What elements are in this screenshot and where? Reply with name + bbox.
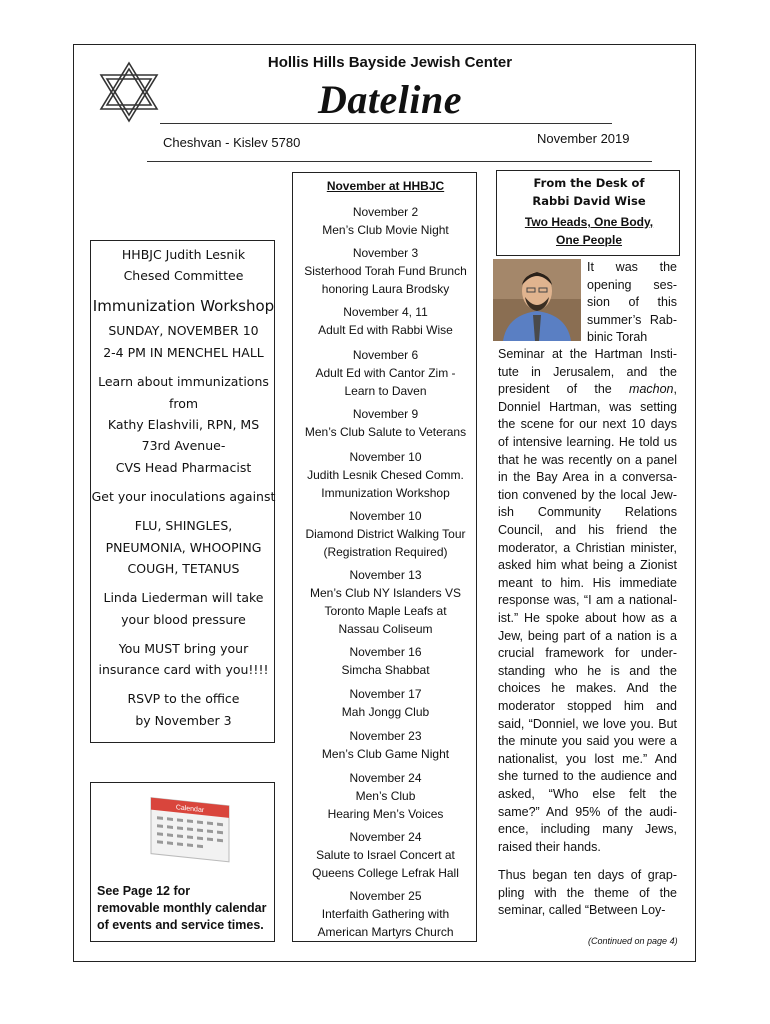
committee-line: FLU, SHINGLES, <box>134 518 233 533</box>
committee-line: insurance card with you!!!! <box>98 662 269 677</box>
event-line: Salute to Israel Concert at <box>316 848 455 862</box>
committee-line: your blood pressure <box>121 612 246 627</box>
article-line: that he was recently on a panel <box>498 452 677 467</box>
calendar-label: Calendar <box>175 804 205 815</box>
article-line: choices he makes. And the <box>498 681 677 696</box>
event-line: Learn to Daven <box>344 384 427 398</box>
event-line: November 16 <box>349 645 422 659</box>
event-line: Simcha Shabbat <box>341 663 430 677</box>
article-line: summer’s Rab- <box>587 312 677 327</box>
article-line: nationalist, you lost me.” And <box>498 751 677 766</box>
committee-line: Chesed Committee <box>123 268 244 283</box>
event-line: November 17 <box>349 687 422 701</box>
event-line: November 2 <box>352 205 419 219</box>
article-line: ist.” He spoke about how as a <box>498 611 677 625</box>
rabbi-name: Rabbi David Wise <box>532 194 646 208</box>
event-line: Interfaith Gathering with <box>321 907 450 921</box>
calendar-note-line: of events and service times. <box>97 918 264 932</box>
events-title: November at HHBJC <box>326 179 445 193</box>
calendar-icon <box>145 793 237 863</box>
committee-line: SUNDAY, NOVEMBER 10 <box>108 323 259 338</box>
article-line: It was the <box>587 260 677 274</box>
event-line: November 23 <box>349 729 422 743</box>
event-line: Hearing Men’s Voices <box>327 807 444 821</box>
article-line: tion convened by the local Jew- <box>498 487 677 502</box>
continued-note: (Continued on page 4) <box>588 936 678 946</box>
article-line: Jew, being part of a nation is a <box>498 628 677 643</box>
events-box <box>292 172 477 942</box>
article-line: opening ses- <box>587 277 677 292</box>
committee-line: Linda Liederman will take <box>103 590 264 605</box>
event-line: November 6 <box>352 348 419 362</box>
event-line: November 9 <box>352 407 419 421</box>
committee-line: Learn about immunizations <box>98 374 269 389</box>
article-line: meant to him. His immediate <box>498 575 677 590</box>
article-line: Council, and his friend the <box>498 523 677 537</box>
event-line: Men’s Club Game Night <box>321 747 450 761</box>
committee-line: by November 3 <box>135 713 232 728</box>
article-line: ence, including many Jews, <box>498 822 677 837</box>
article-line: standing who he is and the <box>498 663 677 678</box>
rabbi-column-header <box>496 170 680 256</box>
committee-line: CVS Head Pharmacist <box>115 460 252 475</box>
event-line: November 3 <box>352 246 419 260</box>
article-line: asked him what being a Zionist <box>498 558 677 573</box>
event-line: Adult Ed with Cantor Zim - <box>315 366 456 380</box>
article-title: Two Heads, One Body, <box>524 215 654 229</box>
hebrew-date: Cheshvan - Kislev 5780 <box>163 135 301 150</box>
event-line: (Registration Required) <box>323 545 448 559</box>
committee-line: PNEUMONIA, WHOOPING <box>105 540 262 555</box>
article-line: she turned to the audience and <box>498 769 677 784</box>
event-line: Diamond District Walking Tour <box>305 527 466 541</box>
event-line: November 25 <box>349 889 422 903</box>
event-line: Judith Lesnik Chesed Comm. <box>307 468 464 482</box>
article-line: of intensive learning. He told us <box>498 435 677 449</box>
article-line: in the Bay Area in a conversa- <box>498 470 677 485</box>
event-line: November 10 <box>349 450 422 464</box>
article-line: president of the machon, <box>498 382 677 397</box>
article-line: the scene for our next 10 days <box>498 417 677 432</box>
rabbi-desk-heading: From the Desk of <box>533 176 645 190</box>
event-line: Queens College Lefrak Hall <box>312 866 459 880</box>
article-line: sion of this <box>587 295 677 310</box>
committee-line: RSVP to the office <box>127 691 240 706</box>
event-line: Nassau Coliseum <box>338 622 433 636</box>
event-line: Men’s Club <box>355 789 416 803</box>
article-line: pling with the theme of the <box>498 885 677 900</box>
article-line: binic Torah <box>587 330 648 345</box>
event-line: Men’s Club Movie Night <box>322 223 449 237</box>
article-line: tute in Jerusalem, and the <box>498 364 677 379</box>
rabbi-portrait <box>493 259 581 341</box>
event-line: Men’s Club NY Islanders VS <box>310 586 461 600</box>
workshop-title: Immunization Workshop <box>92 297 275 315</box>
event-line: Toronto Maple Leafs at <box>324 604 447 618</box>
event-line: American Martyrs Church <box>317 925 454 939</box>
article-line: seminar, called “Between Loy- <box>498 903 666 918</box>
event-line: Adult Ed with Rabbi Wise <box>318 323 453 337</box>
event-line: Mah Jongg Club <box>341 705 430 719</box>
star-of-david-icon <box>96 60 162 124</box>
calendar-note <box>97 883 272 934</box>
article-line: Donniel Hartman, was setting <box>498 399 677 414</box>
event-line: November 24 <box>349 830 422 844</box>
org-name: Hollis Hills Bayside Jewish Center <box>267 54 513 71</box>
gregorian-date: November 2019 <box>537 131 630 146</box>
immunization-workshop-box <box>90 240 275 743</box>
event-line: November 4, 11 <box>343 305 428 319</box>
committee-line: HHBJC Judith Lesnik <box>121 247 246 262</box>
calendar-note-line: removable monthly calendar <box>97 901 267 915</box>
event-line: November 24 <box>349 771 422 785</box>
committee-line: 2-4 PM IN MENCHEL HALL <box>103 345 264 360</box>
committee-line: from <box>168 396 199 411</box>
event-line: honoring Laura Brodsky <box>321 282 450 296</box>
article-line: raised their hands. <box>498 839 601 854</box>
article-line: response was, “I am a national- <box>498 593 677 608</box>
article-line: the minute you said you were a <box>498 734 677 749</box>
committee-line: You MUST bring your <box>118 641 249 656</box>
committee-line: Kathy Elashvili, RPN, MS <box>107 417 260 432</box>
article-line: asked, “Who else felt the <box>498 787 677 801</box>
masthead-title: Dateline <box>318 77 462 122</box>
article-line: ish Community Relations <box>498 505 677 520</box>
calendar-box <box>90 782 275 942</box>
article-line: crucial framework for under- <box>498 646 677 661</box>
article-line: said, “Donniel, we love you. But <box>498 716 677 731</box>
committee-line: Get your inoculations against <box>91 489 276 504</box>
event-line: Men’s Club Salute to Veterans <box>304 425 467 439</box>
article-line: same?” And 95% of the audi- <box>498 804 677 819</box>
event-line: Immunization Workshop <box>321 486 450 500</box>
article-line: Thus began ten days of grap- <box>498 868 677 882</box>
article-line: Seminar at the Hartman Insti- <box>498 347 677 361</box>
header-rule-lower <box>147 161 652 162</box>
event-line: November 13 <box>349 568 422 582</box>
committee-line: COUGH, TETANUS <box>127 561 240 576</box>
article-line: moderator stopped him and <box>498 699 677 713</box>
committee-line: 73rd Avenue- <box>141 438 226 453</box>
header-rule <box>160 123 612 124</box>
event-line: Sisterhood Torah Fund Brunch <box>304 264 467 278</box>
article-title: One People <box>555 233 623 247</box>
article-line: moderator, a Christian minister, <box>498 540 677 555</box>
event-line: November 10 <box>349 509 422 523</box>
calendar-note-line: See Page 12 for <box>97 884 191 898</box>
